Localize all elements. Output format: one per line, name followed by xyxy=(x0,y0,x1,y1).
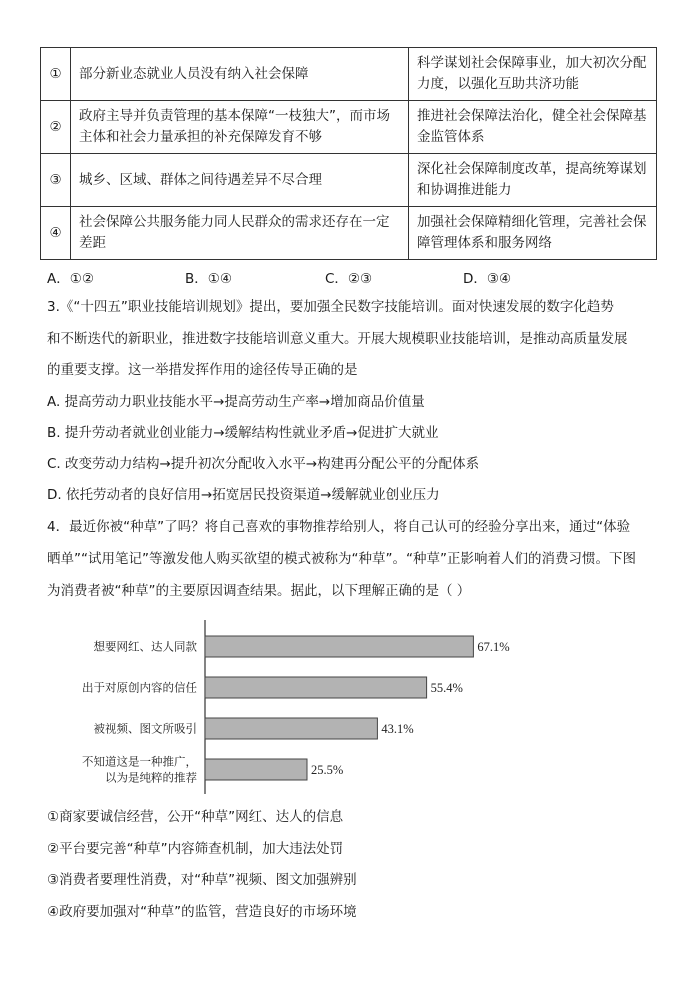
measure-cell: 科学谋划社会保障事业，加大初次分配力度，以强化互助共济功能 xyxy=(409,48,657,101)
q4-stem-line: 为消费者被“种草”的主要原因调查结果。据此，以下理解正确的是（ ） xyxy=(47,583,471,599)
row-number: ④ xyxy=(41,207,71,260)
q4-stem-line: 4．最近你被“种草”了吗？将自己喜欢的事物推荐给别人，将自己认可的经验分享出来，通过“体验 xyxy=(47,519,631,535)
q3-option-a[interactable]: A. 提高劳动力职业技能水平→提高劳动生产率→增加商品价值量 xyxy=(47,394,425,410)
measure-cell: 推进社会保障法治化，健全社会保障基金监管体系 xyxy=(409,101,657,154)
q3-stem-line: 和不断迭代的新职业，推进数字技能培训意义重大。开展大规模职业技能培训，是推动高质量发展 xyxy=(47,331,628,347)
problem-cell: 城乡、区域、群体之间待遇差异不尽合理 xyxy=(71,154,409,207)
table-row xyxy=(41,154,657,207)
row-number: ① xyxy=(41,48,71,101)
bar-value-label: 55.4% xyxy=(430,681,463,695)
category-label: 以为是纯粹的推荐 xyxy=(105,770,197,785)
bar xyxy=(205,759,307,780)
table-row xyxy=(41,101,657,154)
q3-stem-line: 的重要支撑。这一举措发挥作用的途径传导正确的是 xyxy=(47,362,358,378)
bar xyxy=(205,718,377,739)
bar-value-label: 67.1% xyxy=(477,640,510,654)
category-label: 想要网红、达人同款 xyxy=(93,639,197,654)
q4-stem-line: 晒单”“试用笔记”等激发他人购买欲望的模式被称为“种草”。“种草”正影响着人们的消费习惯。下图 xyxy=(47,551,636,567)
option-a[interactable]: A．①② xyxy=(47,271,94,287)
problem-cell: 政府主导并负责管理的基本保障“一枝独大”，而市场主体和社会力量承担的补充保障发育不够 xyxy=(71,101,409,154)
bar xyxy=(205,636,473,657)
category-label: 被视频、图文所吸引 xyxy=(93,721,197,736)
bar xyxy=(205,677,427,698)
measure-cell: 加强社会保障精细化管理，完善社会保障管理体系和服务网络 xyxy=(409,207,657,260)
bar-value-label: 43.1% xyxy=(381,722,414,736)
option-b[interactable]: B．①④ xyxy=(185,271,232,287)
q4-statement-1: ①商家要诚信经营，公开“种草”网红、达人的信息 xyxy=(47,809,344,825)
bar-value-label: 25.5% xyxy=(311,763,344,777)
q3-stem-line: 3.《“十四五”职业技能培训规划》提出，要加强全民数字技能培训。面对快速发展的数字化趋势 xyxy=(47,299,614,315)
option-d[interactable]: D．③④ xyxy=(463,271,512,287)
category-label: 不知道这是一种推广， xyxy=(82,754,197,769)
row-number: ③ xyxy=(41,154,71,207)
problem-cell: 社会保障公共服务能力同人民群众的需求还存在一定差距 xyxy=(71,207,409,260)
q3-option-d[interactable]: D. 依托劳动者的良好信用→拓宽居民投资渠道→缓解就业创业压力 xyxy=(47,487,440,503)
q3-option-c[interactable]: C. 改变劳动力结构→提升初次分配收入水平→构建再分配公平的分配体系 xyxy=(47,456,480,472)
q2-options xyxy=(47,267,657,287)
bar-chart-svg xyxy=(40,618,520,798)
q2-table xyxy=(40,47,657,260)
q4-statement-3: ③消费者要理性消费，对“种草”视频、图文加强辨别 xyxy=(47,872,357,888)
reason-bar-chart xyxy=(40,618,520,798)
q4-statement-2: ②平台要完善“种草”内容筛查机制，加大违法处罚 xyxy=(47,841,344,857)
row-number: ② xyxy=(41,101,71,154)
q4-statement-4: ④政府要加强对“种草”的监管，营造良好的市场环境 xyxy=(47,904,357,920)
measure-cell: 深化社会保障制度改革，提高统筹谋划和协调推进能力 xyxy=(409,154,657,207)
table-row xyxy=(41,207,657,260)
problem-cell: 部分新业态就业人员没有纳入社会保障 xyxy=(71,48,409,101)
q3-option-b[interactable]: B. 提升劳动者就业创业能力→缓解结构性就业矛盾→促进扩大就业 xyxy=(47,425,439,441)
option-c[interactable]: C．②③ xyxy=(325,271,373,287)
table-row xyxy=(41,48,657,101)
category-label: 出于对原创内容的信任 xyxy=(82,680,197,695)
